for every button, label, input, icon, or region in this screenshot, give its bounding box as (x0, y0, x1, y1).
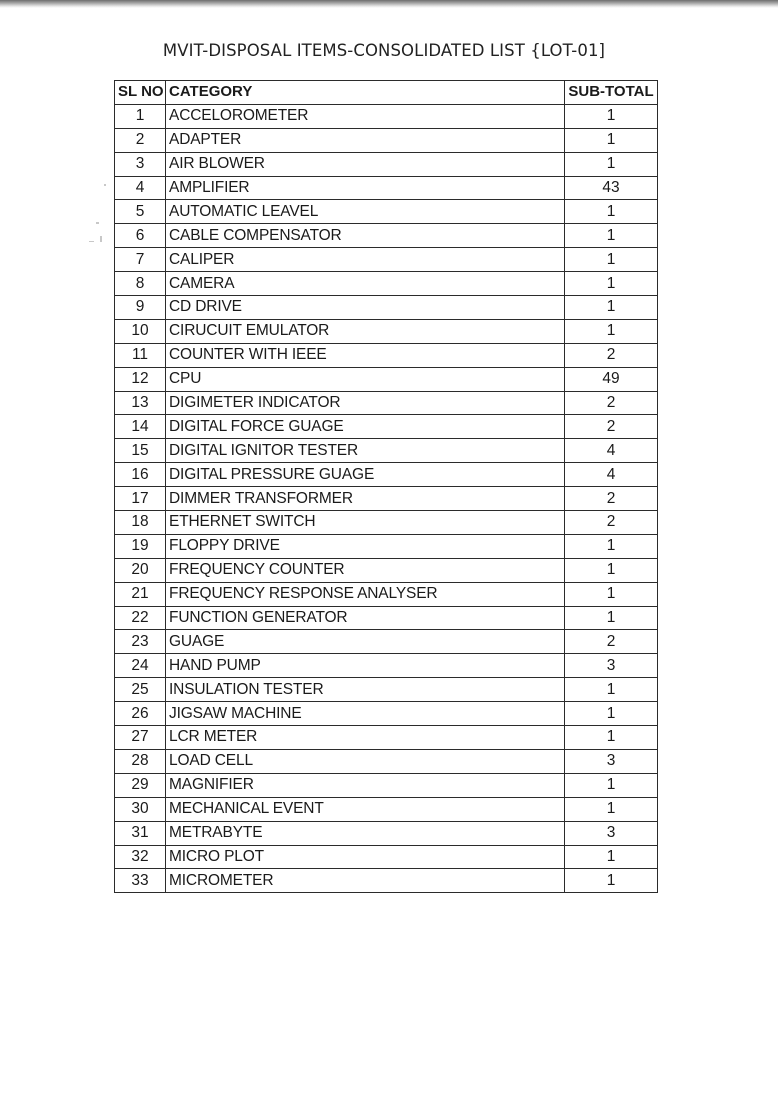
row-category: MICROMETER (166, 869, 565, 893)
row-sl-no: 1 (115, 104, 166, 128)
table-row (115, 487, 658, 511)
table-row (115, 773, 658, 797)
row-sub-total: 4 (565, 463, 658, 487)
table-row (115, 319, 658, 343)
table-row (115, 511, 658, 535)
row-sl-no: 15 (115, 439, 166, 463)
document-title: MVIT-DISPOSAL ITEMS-CONSOLIDATED LIST {LOT-01] (162, 41, 606, 60)
table-row (115, 296, 658, 320)
row-sl-no: 32 (115, 845, 166, 869)
table-row (115, 630, 658, 654)
scan-top-edge (0, 0, 778, 8)
row-sub-total: 1 (565, 558, 658, 582)
row-category: DIGITAL IGNITOR TESTER (166, 439, 565, 463)
row-category: ADAPTER (166, 128, 565, 152)
row-category: FREQUENCY COUNTER (166, 558, 565, 582)
row-sl-no: 30 (115, 797, 166, 821)
table-row (115, 367, 658, 391)
row-sub-total: 2 (565, 511, 658, 535)
row-sub-total: 1 (565, 582, 658, 606)
table-header-row (115, 81, 658, 105)
row-sub-total: 1 (565, 534, 658, 558)
row-category: FLOPPY DRIVE (166, 534, 565, 558)
scan-speck (100, 236, 102, 242)
row-sub-total: 1 (565, 152, 658, 176)
table-row (115, 821, 658, 845)
row-sl-no: 8 (115, 272, 166, 296)
row-sl-no: 3 (115, 152, 166, 176)
row-category: INSULATION TESTER (166, 678, 565, 702)
row-sl-no: 2 (115, 128, 166, 152)
table-row (115, 797, 658, 821)
row-sub-total: 1 (565, 272, 658, 296)
row-sub-total: 1 (565, 797, 658, 821)
row-sl-no: 19 (115, 534, 166, 558)
table-row (115, 391, 658, 415)
row-sub-total: 2 (565, 415, 658, 439)
scan-speck (96, 222, 99, 224)
row-sub-total: 49 (565, 367, 658, 391)
header-sl-no: SL NO (115, 81, 166, 105)
scan-speck (104, 184, 106, 186)
table-row (115, 224, 658, 248)
table-row (115, 272, 658, 296)
table-row (115, 678, 658, 702)
row-sub-total: 1 (565, 678, 658, 702)
row-sub-total: 1 (565, 296, 658, 320)
row-category: MAGNIFIER (166, 773, 565, 797)
row-sl-no: 6 (115, 224, 166, 248)
table-row (115, 128, 658, 152)
row-category: ACCELOROMETER (166, 104, 565, 128)
row-category: AMPLIFIER (166, 176, 565, 200)
disposal-items-table (114, 80, 658, 893)
table-row (115, 726, 658, 750)
row-sub-total: 1 (565, 773, 658, 797)
row-sub-total: 1 (565, 104, 658, 128)
table-row (115, 869, 658, 893)
row-sub-total: 2 (565, 487, 658, 511)
row-category: DIMMER TRANSFORMER (166, 487, 565, 511)
row-category: CAMERA (166, 272, 565, 296)
row-sub-total: 3 (565, 749, 658, 773)
row-category: ETHERNET SWITCH (166, 511, 565, 535)
row-category: CABLE COMPENSATOR (166, 224, 565, 248)
row-sl-no: 31 (115, 821, 166, 845)
row-sub-total: 1 (565, 726, 658, 750)
table-row (115, 606, 658, 630)
row-sl-no: 13 (115, 391, 166, 415)
table-row (115, 415, 658, 439)
row-sub-total: 3 (565, 821, 658, 845)
row-category: MECHANICAL EVENT (166, 797, 565, 821)
row-category: CALIPER (166, 248, 565, 272)
table-row (115, 248, 658, 272)
row-sl-no: 7 (115, 248, 166, 272)
table-row (115, 439, 658, 463)
row-sub-total: 1 (565, 845, 658, 869)
row-sl-no: 14 (115, 415, 166, 439)
row-category: CD DRIVE (166, 296, 565, 320)
row-sub-total: 1 (565, 128, 658, 152)
row-category: GUAGE (166, 630, 565, 654)
header-category: CATEGORY (166, 81, 565, 105)
table-row (115, 749, 658, 773)
row-category: DIGITAL FORCE GUAGE (166, 415, 565, 439)
table-row (115, 654, 658, 678)
row-sub-total: 3 (565, 654, 658, 678)
row-category: FUNCTION GENERATOR (166, 606, 565, 630)
row-sl-no: 29 (115, 773, 166, 797)
row-sub-total: 1 (565, 319, 658, 343)
table-row (115, 152, 658, 176)
table-row (115, 558, 658, 582)
row-category: CIRUCUIT EMULATOR (166, 319, 565, 343)
row-category: LOAD CELL (166, 749, 565, 773)
row-category: AIR BLOWER (166, 152, 565, 176)
row-category: HAND PUMP (166, 654, 565, 678)
row-sl-no: 16 (115, 463, 166, 487)
row-category: LCR METER (166, 726, 565, 750)
row-category: MICRO PLOT (166, 845, 565, 869)
row-category: CPU (166, 367, 565, 391)
row-category: JIGSAW MACHINE (166, 702, 565, 726)
table-row (115, 463, 658, 487)
row-sl-no: 22 (115, 606, 166, 630)
row-sl-no: 24 (115, 654, 166, 678)
row-sl-no: 26 (115, 702, 166, 726)
row-sub-total: 1 (565, 702, 658, 726)
row-sub-total: 2 (565, 391, 658, 415)
table-body (115, 104, 658, 892)
row-sl-no: 20 (115, 558, 166, 582)
row-sl-no: 33 (115, 869, 166, 893)
table-row (115, 343, 658, 367)
table-row (115, 702, 658, 726)
table-row (115, 534, 658, 558)
row-category: AUTOMATIC LEAVEL (166, 200, 565, 224)
row-sl-no: 25 (115, 678, 166, 702)
row-category: METRABYTE (166, 821, 565, 845)
row-sl-no: 9 (115, 296, 166, 320)
row-sl-no: 28 (115, 749, 166, 773)
table-row (115, 200, 658, 224)
row-sub-total: 2 (565, 343, 658, 367)
row-sl-no: 21 (115, 582, 166, 606)
row-sub-total: 1 (565, 606, 658, 630)
table-row (115, 845, 658, 869)
table-row (115, 582, 658, 606)
row-sl-no: 27 (115, 726, 166, 750)
row-category: DIGITAL PRESSURE GUAGE (166, 463, 565, 487)
row-sub-total: 2 (565, 630, 658, 654)
row-category: FREQUENCY RESPONSE ANALYSER (166, 582, 565, 606)
row-sl-no: 12 (115, 367, 166, 391)
row-sl-no: 17 (115, 487, 166, 511)
row-sl-no: 10 (115, 319, 166, 343)
row-sl-no: 23 (115, 630, 166, 654)
row-sub-total: 1 (565, 224, 658, 248)
row-sl-no: 18 (115, 511, 166, 535)
row-sub-total: 1 (565, 248, 658, 272)
row-sub-total: 4 (565, 439, 658, 463)
row-sub-total: 1 (565, 200, 658, 224)
row-category: COUNTER WITH IEEE (166, 343, 565, 367)
row-category: DIGIMETER INDICATOR (166, 391, 565, 415)
row-sl-no: 11 (115, 343, 166, 367)
row-sub-total: 43 (565, 176, 658, 200)
row-sl-no: 4 (115, 176, 166, 200)
table-row (115, 104, 658, 128)
row-sub-total: 1 (565, 869, 658, 893)
row-sl-no: 5 (115, 200, 166, 224)
scan-speck (89, 241, 94, 242)
header-sub-total: SUB-TOTAL (565, 81, 658, 105)
table-row (115, 176, 658, 200)
